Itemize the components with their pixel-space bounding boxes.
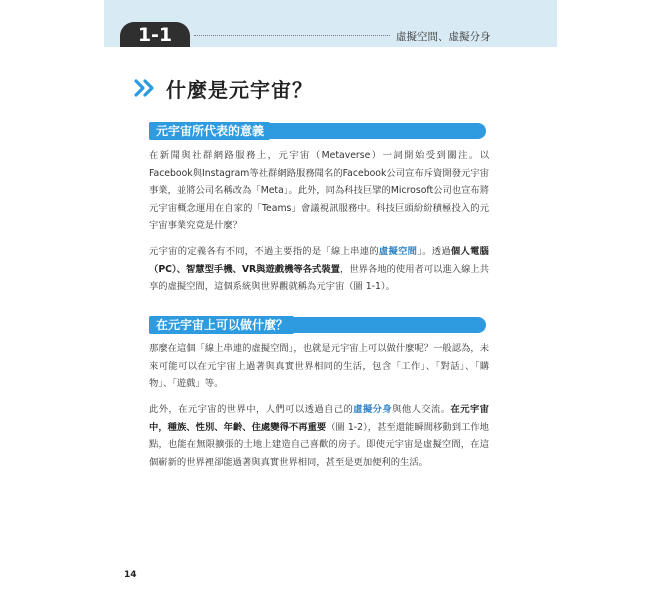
- text-run: 元宇宙的定義各有不同，不過主要指的是「線上串連的: [149, 246, 379, 257]
- highlighted-term: 虛擬空間: [378, 246, 418, 257]
- bold-text: 個人電腦（PC）、智慧型手機、VR與遊戲機等各式裝置: [149, 246, 489, 275]
- paragraph: [149, 243, 489, 296]
- section-number-tab: 1-1: [120, 22, 190, 47]
- paragraph: [149, 147, 489, 235]
- text-run: （圖 1-2），甚至還能瞬間移動到工作地點，也能在無限擴張的土地上建造自己喜歡的房子。即使元宇宙是虛擬空間，在這個嶄新的世界裡卻能過著與真實世界相同，甚至是更加便利的生活。: [149, 421, 489, 468]
- highlighted-term: 虛擬分身: [353, 404, 393, 415]
- paragraph: [149, 340, 489, 393]
- text-run: 那麼在這個「線上串連的虛擬空間」，也就是元宇宙上可以做什麼呢？一般認為，未來可能可以在元宇宙上過著與真實世界相同的生活，包含「工作」、「對話」、「購物」、「遊戲」等。: [149, 343, 489, 390]
- text-run: 」。透過: [417, 246, 451, 257]
- section-heading-what-to-do: [149, 317, 486, 333]
- section-heading-label: 元宇宙所代表的意義: [149, 122, 270, 140]
- text-run: 在新聞與社群網路服務上，元宇宙（Metaverse）一詞開始受到關注。以Facebook與Instagram等社群網路服務聞名的Facebook公司宣布斥資開發元宇宙事業，並將公司名稱改為「Meta」。此外，同為科技巨擘的Microsoft公司也宣布將元宇宙概念運用在自家的「Teams」會議視訊服務中。科技巨頭紛紛積極投入的元宇宙事業究竟是什麼？: [149, 150, 489, 232]
- double-chevron-right-icon: [134, 79, 156, 97]
- header-dotted-rule: [194, 35, 390, 36]
- paragraph: [149, 401, 489, 471]
- text-run: 與他人交流。: [392, 404, 451, 415]
- text-run: 此外，在元宇宙的世界中，人們可以透過自己的: [149, 404, 354, 415]
- bold-text: 在元宇宙中，種族、性別、年齡、住處變得不再重要: [149, 404, 489, 433]
- page-title: 什麼是元宇宙？: [166, 77, 313, 102]
- section-heading-label: 在元宇宙上可以做什麼？: [149, 316, 294, 334]
- chapter-title: 虛擬空間、虛擬分身: [396, 31, 491, 43]
- page-title-row: [134, 73, 313, 103]
- text-run: ，世界各地的使用者可以進入線上共享的虛擬空間，這個系統與世界觀就稱為元宇宙（圖 1-1）。: [149, 263, 489, 293]
- page-number: 14: [124, 570, 137, 580]
- section-heading-meaning: [149, 123, 486, 139]
